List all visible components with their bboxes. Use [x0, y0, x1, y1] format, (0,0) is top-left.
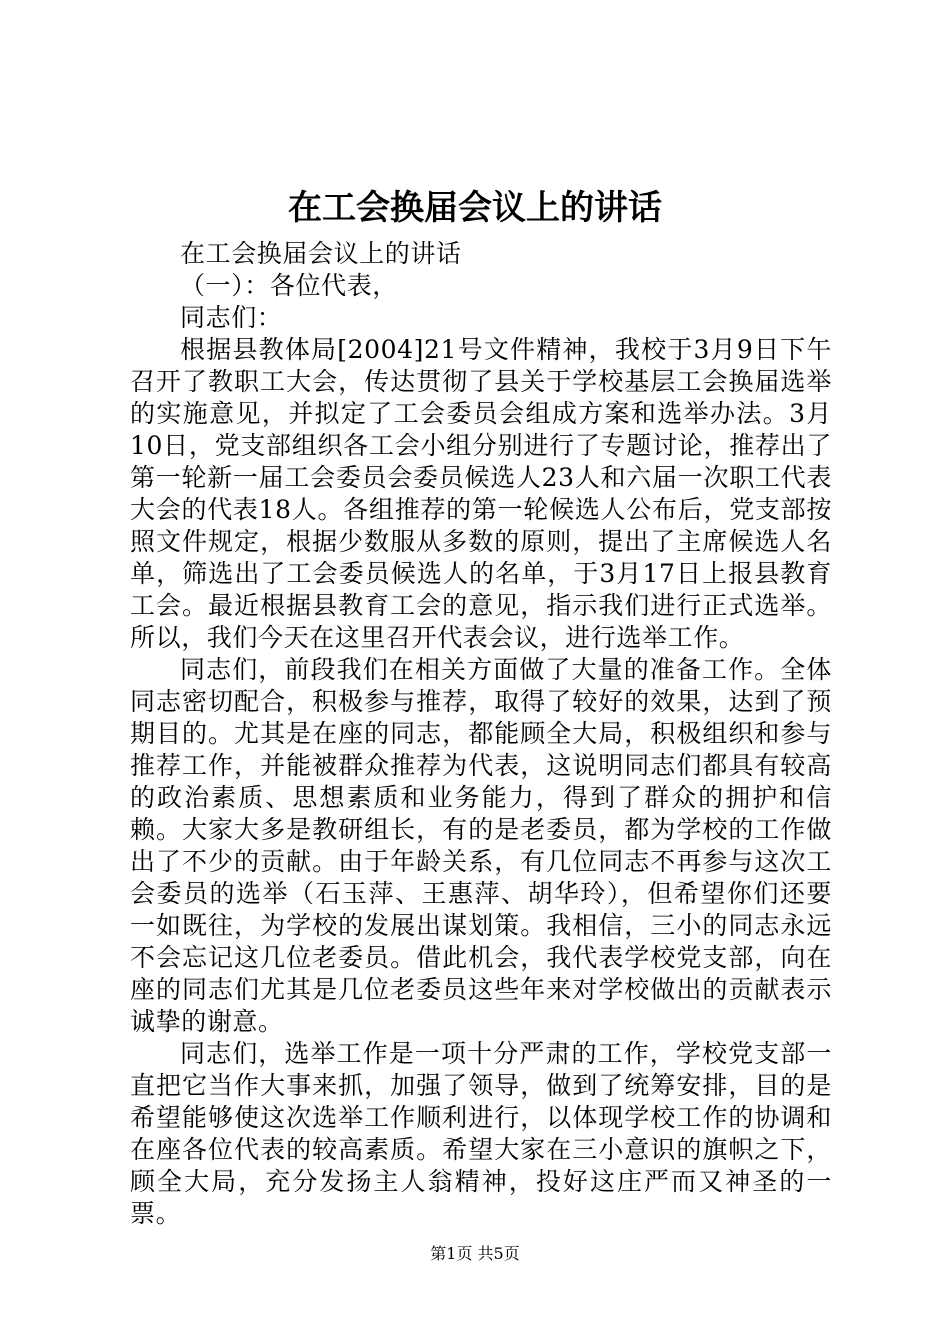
body-paragraph: 同志们，前段我们在相关方面做了大量的准备工作。全体同志密切配合，积极参与推荐，取得了较好的效果，达到了预期目的。尤其是在座的同志，都能顾全大局，积极组织和参与推荐工作，并能被群众推荐为代表，这说明同志们都具有较高的政治素质、思想素质和业务能力，得到了群众的拥护和信赖。大家大多是教研组长，有的是老委员，都为学校的工作做出了不少的贡献。由于年龄关系，有几位同志不再参与这次工会委员的选举（石玉萍、王惠萍、胡华玲），但希望你们还要一如既往，为学校的发展出谋划策。我相信，三小的同志永远不会忘记这几位老委员。借此机会，我代表学校党支部，向在座的同志们尤其是几位老委员这些年来对学校做出的贡献表示诚挚的谢意。 [130, 655, 832, 1036]
salutation-paragraph: （一）：各位代表， [180, 271, 398, 300]
document-body [130, 238, 832, 1230]
body-paragraph: 同志们，选举工作是一项十分严肃的工作，学校党支部一直把它当作大事来抓，加强了领导，做到了统筹安排，目的是希望能够使这次选举工作顺利进行，以体现学校工作的协调和在座各位代表的较高素质。希望大家在三小意识的旗帜之下，顾全大局，充分发扬主人翁精神，投好这庄严而又神圣的一票。 [130, 1039, 832, 1228]
page-footer: 第1页 共5页 [430, 1244, 520, 1263]
subtitle-paragraph: 在工会换届会议上的讲话 [180, 239, 462, 268]
salutation-paragraph: 同志们： [180, 303, 283, 332]
body-paragraph: 根据县教体局[2004]21号文件精神，我校于3月9日下午召开了教职工大会，传达贯彻了县关于学校基层工会换届选举的实施意见，并拟定了工会委员会组成方案和选举办法。3月10日，党支部组织各工会小组分别进行了专题讨论，推荐出了第一轮新一届工会委员会委员候选人23人和六届一次职工代表大会的代表18人。各组推荐的第一轮候选人公布后，党支部按照文件规定，根据少数服从多数的原则，提出了主席候选人名单，筛选出了工会委员候选人的名单，于3月17日上报县教育工会。最近根据县教育工会的意见，指示我们进行正式选举。所以，我们今天在这里召开代表会议，进行选举工作。 [130, 335, 832, 652]
document-title: 在工会换届会议上的讲话 [288, 188, 662, 228]
